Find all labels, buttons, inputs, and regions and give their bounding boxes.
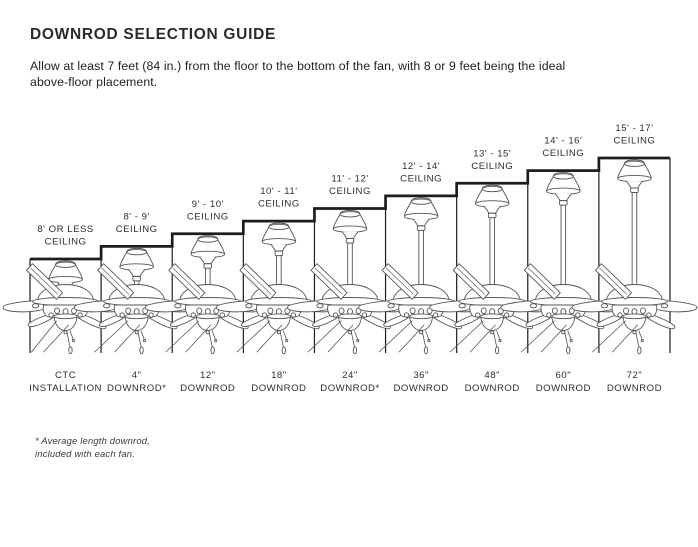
bowl-finial: [277, 331, 280, 334]
downrod-rod: [490, 216, 495, 293]
pull-chain-fob-small: [143, 340, 145, 342]
ceiling-word-label: CEILING: [186, 211, 229, 223]
light-bowl-rim: [410, 314, 433, 319]
ceiling-range-label: 8' OR LESS: [37, 224, 94, 235]
ceiling-word-label: CEILING: [542, 148, 585, 160]
bowl-finial: [420, 331, 423, 334]
downrod-size-label: 36": [413, 370, 429, 381]
canopy-neck: [626, 181, 642, 188]
footnote-line2: included with each fan.: [35, 448, 135, 459]
bowl-scroll-left: [476, 313, 480, 317]
footnote-line1: * Average length downrod,: [35, 435, 150, 446]
bowl-finial: [206, 331, 209, 334]
bowl-finial: [135, 331, 138, 334]
canopy-collar: [631, 188, 639, 193]
pull-chain-fob: [282, 347, 285, 354]
canopy-neck: [342, 232, 358, 239]
pull-chain-short: [355, 331, 358, 339]
downrod-size-label: 18": [271, 370, 287, 381]
pull-chain-fob: [211, 347, 214, 354]
pull-chain-short: [497, 331, 500, 339]
bowl-scroll-right: [78, 313, 82, 317]
bowl-scroll-right: [149, 313, 153, 317]
downrod-rod: [632, 191, 637, 293]
ceiling-word-label: CEILING: [471, 160, 514, 172]
bowl-finial: [562, 331, 565, 334]
ceiling-word-label: CEILING: [329, 186, 371, 197]
canopy-neck: [271, 244, 287, 251]
canopy-neck: [413, 219, 429, 226]
downrod-word-label: DOWNROD*: [106, 383, 167, 394]
pull-chain-fob-small: [72, 340, 74, 342]
pull-chain-long: [565, 333, 568, 347]
canopy-mouth-rim: [618, 175, 652, 181]
canopy-collar: [204, 264, 212, 269]
light-bowl-rim: [552, 314, 575, 319]
pull-chain-short: [70, 331, 73, 339]
pull-chain-long: [352, 333, 355, 347]
pull-chain-fob-small: [428, 340, 430, 342]
pull-chain-short: [212, 331, 215, 339]
downrod-rod: [561, 204, 566, 293]
canopy-collar: [488, 213, 496, 218]
canopy-neck: [555, 194, 571, 201]
ceiling-range-label: 8' - 9': [123, 211, 150, 223]
ceiling-word-label: CEILING: [44, 236, 87, 248]
pull-chain-short: [426, 331, 429, 339]
canopy-mouth-rim: [191, 251, 225, 257]
footnote: [35, 434, 150, 460]
pull-chain-fob: [495, 347, 498, 354]
ceiling-range-label: 13' - 15': [473, 148, 512, 160]
pull-chain-fob-small: [357, 340, 359, 342]
perspective-blade-line: [541, 325, 566, 352]
bowl-scroll-left: [618, 313, 622, 317]
bowl-scroll-right: [505, 313, 509, 317]
ceiling-fan-illustration: [216, 223, 341, 354]
pull-chain-fob: [69, 347, 72, 354]
light-bowl-rim: [54, 314, 77, 319]
canopy: [475, 185, 509, 218]
downrod-size-label: 24": [342, 370, 358, 381]
canopy-collar: [417, 226, 425, 231]
bowl-scroll-right: [576, 313, 580, 317]
canopy-mouth-rim: [404, 213, 438, 219]
pull-chain-fob: [140, 347, 143, 354]
perspective-blade-line: [470, 325, 495, 352]
canopy-collar: [275, 251, 283, 256]
page-subtitle-line2: above-floor placement.: [30, 74, 158, 89]
downrod-word-label: DOWNROD*: [320, 383, 380, 394]
pull-chain-short: [568, 331, 571, 339]
bowl-finial: [348, 331, 351, 334]
bowl-scroll-left: [120, 313, 124, 317]
light-bowl-rim: [623, 314, 646, 319]
canopy-neck: [129, 270, 145, 277]
pull-chain-long: [423, 333, 426, 347]
downrod-size-label: 72": [626, 370, 643, 381]
bowl-scroll-left: [404, 313, 408, 317]
canopy: [333, 211, 367, 244]
canopy: [120, 248, 154, 281]
downrod-rod: [419, 229, 424, 293]
pull-chain-fob-small: [570, 340, 572, 342]
pull-chain-short: [283, 331, 286, 339]
ceiling-word-label: CEILING: [257, 198, 300, 210]
bowl-scroll-left: [547, 313, 551, 317]
perspective-blade-line: [399, 325, 424, 352]
bowl-finial: [491, 331, 494, 334]
canopy-mouth-rim: [547, 188, 581, 194]
canopy-mouth-rim: [475, 201, 509, 207]
perspective-blade-line: [257, 325, 282, 352]
bowl-scroll-right: [291, 313, 295, 317]
canopy: [262, 223, 296, 256]
light-bowl-rim: [481, 314, 504, 319]
downrod-word-label: DOWNROD: [393, 383, 449, 394]
ceiling-range-label: 14' - 16': [544, 135, 583, 147]
canopy-neck: [200, 257, 216, 264]
light-bowl-rim: [196, 314, 219, 319]
downrod-word-label: DOWNROD: [464, 383, 520, 394]
canopy: [547, 173, 581, 206]
pull-chain-fob: [638, 347, 641, 354]
pull-chain-fob-small: [641, 340, 643, 342]
pull-chain-fob-small: [286, 340, 288, 342]
ceiling-range-label: 12' - 14': [402, 160, 441, 172]
pull-chain-fob: [567, 347, 570, 354]
ceiling-word-label: CEILING: [613, 135, 656, 147]
bowl-scroll-left: [49, 313, 53, 317]
canopy-mouth-rim: [49, 276, 83, 282]
light-bowl-rim: [267, 314, 290, 319]
canopy-collar: [560, 201, 568, 206]
canopy: [404, 198, 438, 231]
page-subtitle-line1: Allow at least 7 feet (84 in.) from the floor to the bottom of the fan, with 8 or 9 feet being the ideal: [30, 59, 566, 73]
pull-chain-short: [141, 331, 144, 339]
ceiling-range-label: 10' - 11': [260, 186, 298, 198]
pull-chain-short: [639, 331, 642, 339]
ceiling-range-label: 15' - 17': [615, 123, 654, 134]
downrod-size-label: 60": [555, 370, 572, 381]
ceiling-range-label: 11' - 12': [331, 173, 369, 185]
bowl-finial: [633, 331, 636, 334]
canopy: [618, 160, 652, 193]
pull-chain-long: [67, 333, 70, 347]
pull-chain-fob: [353, 347, 356, 354]
downrod-size-label: 48": [484, 370, 501, 381]
light-bowl-rim: [125, 314, 148, 319]
bowl-scroll-right: [433, 313, 437, 317]
pull-chain-long: [494, 333, 497, 347]
bowl-finial: [64, 331, 67, 334]
bowl-scroll-left: [262, 313, 266, 317]
perspective-blade-line: [186, 325, 211, 352]
bowl-scroll-right: [362, 313, 366, 317]
canopy: [191, 236, 225, 269]
perspective-blade-line: [612, 325, 637, 352]
pull-chain-fob-small: [499, 340, 501, 342]
pull-chain-long: [209, 333, 212, 347]
ceiling-word-label: CEILING: [115, 223, 158, 235]
motor-brim: [601, 298, 667, 306]
bowl-scroll-left: [333, 313, 337, 317]
light-bowl-rim: [339, 314, 362, 319]
downrod-word-label: INSTALLATION: [29, 383, 102, 394]
perspective-blade-line: [44, 325, 69, 352]
bowl-scroll-left: [191, 313, 195, 317]
downrod-word-label: DOWNROD: [251, 383, 307, 394]
ceiling-fan-illustration: [145, 236, 270, 354]
pull-chain-long: [636, 333, 639, 347]
canopy-mouth-rim: [333, 226, 367, 232]
bowl-scroll-right: [220, 313, 224, 317]
pull-chain-long: [138, 333, 141, 347]
perspective-blade-line: [115, 325, 140, 352]
pull-chain-long: [280, 333, 283, 347]
pull-chain-fob: [424, 347, 427, 354]
canopy-mouth-rim: [120, 264, 154, 270]
downrod-size-label: 12": [199, 370, 216, 381]
canopy-collar: [346, 239, 354, 244]
downrod-word-label: DOWNROD: [180, 383, 236, 394]
canopy-neck: [484, 207, 500, 214]
canopy-mouth-rim: [262, 239, 296, 245]
ceiling-range-label: 9' - 10': [191, 198, 224, 210]
perspective-blade-line: [328, 325, 353, 352]
downrod-word-label: DOWNROD: [606, 383, 663, 394]
ceiling-fan-illustration: [501, 173, 626, 354]
downrod-size-label: CTC: [54, 370, 77, 381]
pull-chain-fob-small: [214, 340, 216, 342]
page-title: DOWNROD SELECTION GUIDE: [30, 26, 277, 43]
bowl-scroll-right: [647, 313, 651, 317]
downrod-word-label: DOWNROD: [535, 383, 591, 394]
downrod-size-label: 4": [131, 370, 142, 381]
canopy-collar: [133, 276, 141, 281]
ceiling-word-label: CEILING: [400, 173, 443, 185]
